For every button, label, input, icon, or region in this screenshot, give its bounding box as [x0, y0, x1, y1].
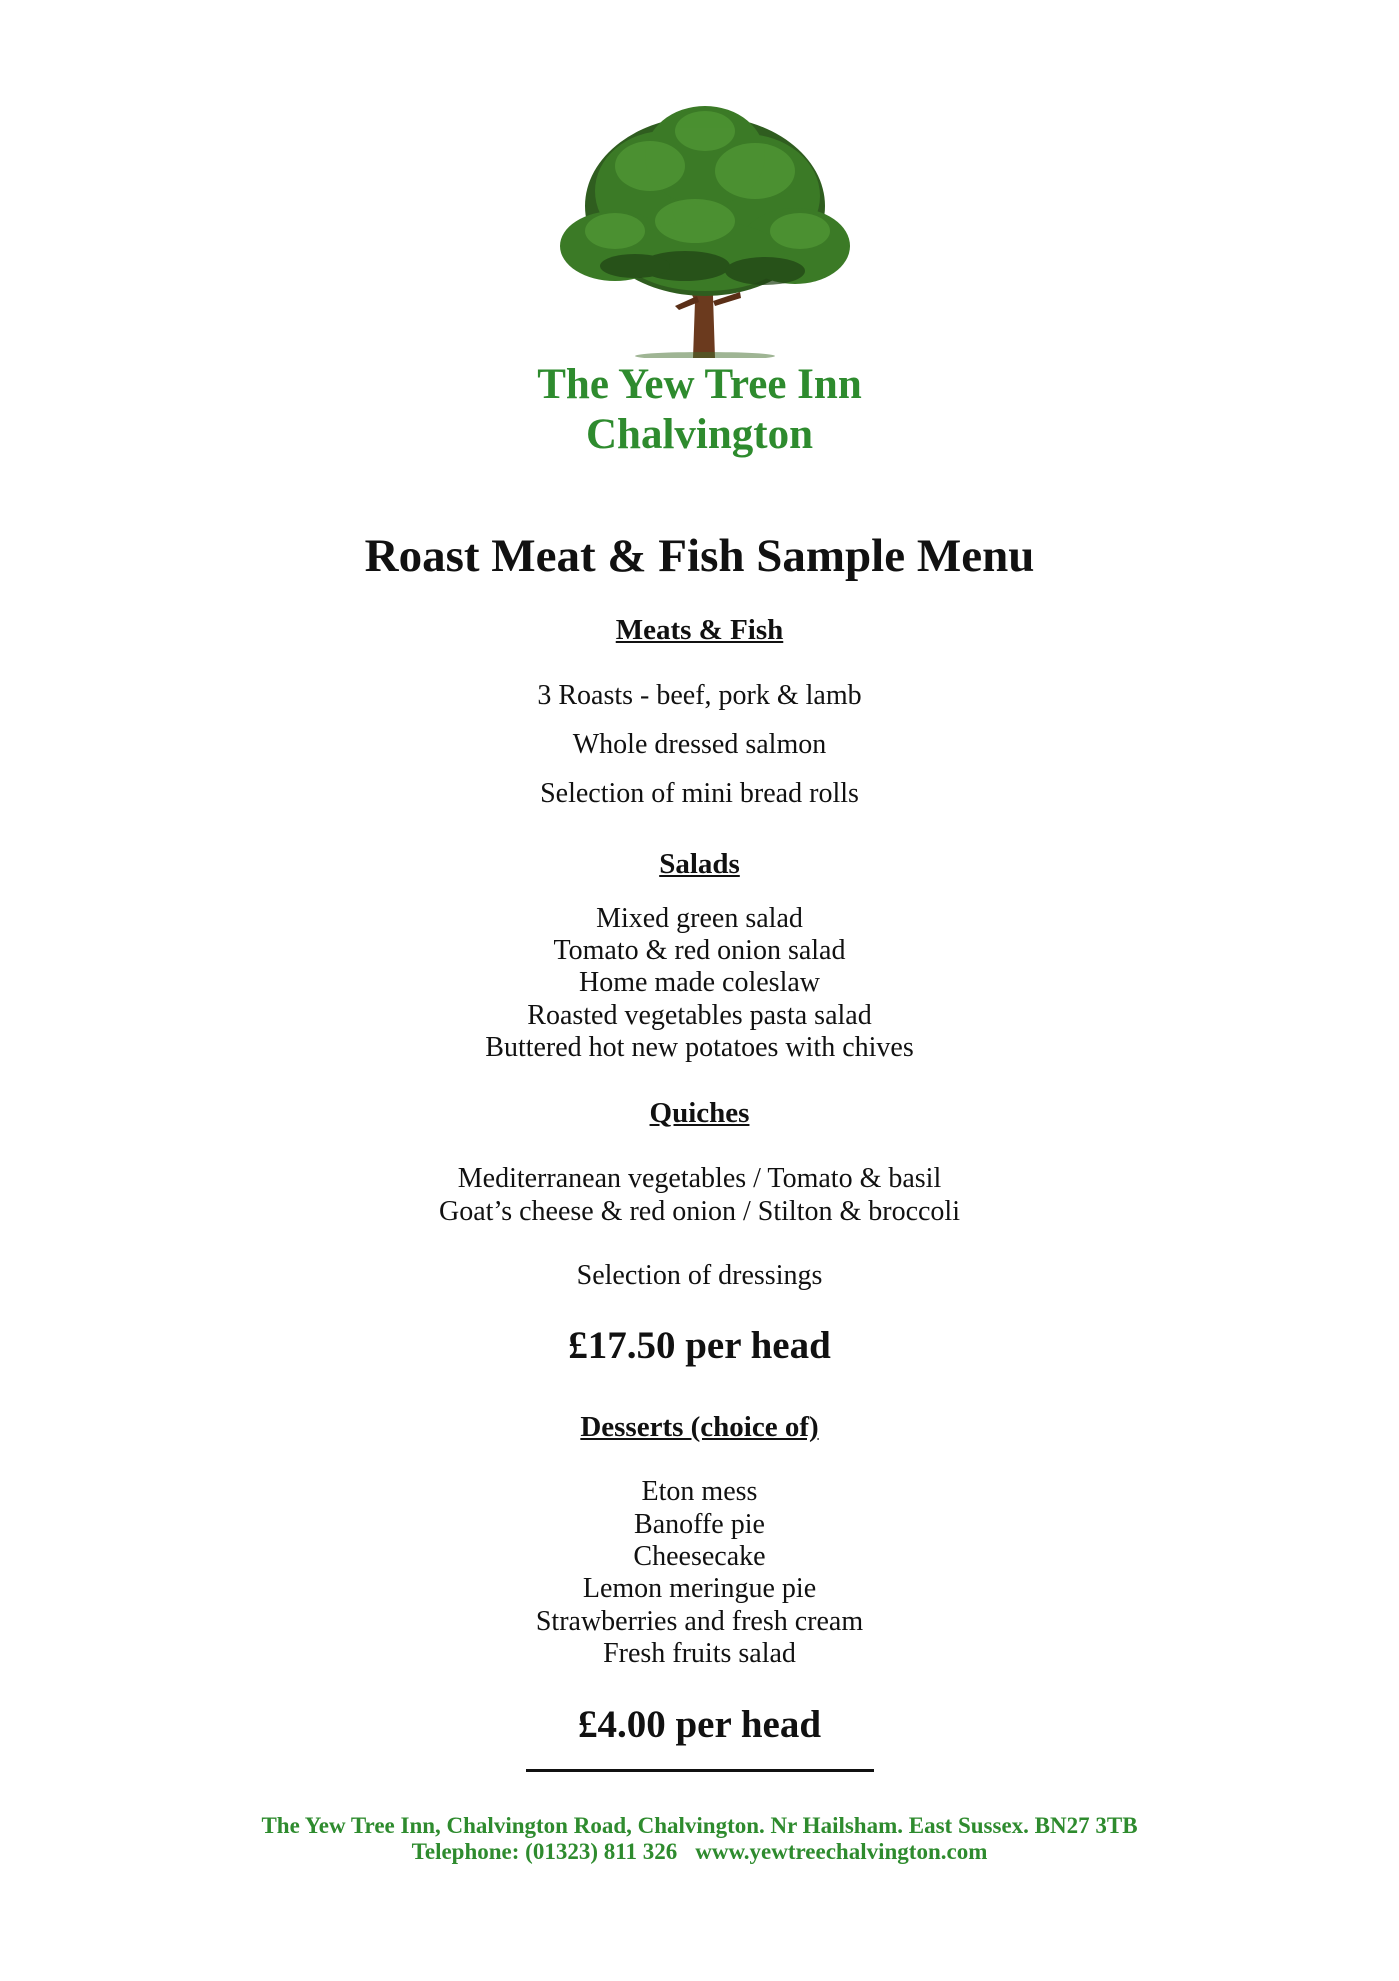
menu-item: Home made coleslaw: [578, 967, 821, 998]
dressings-note: Selection of dressings: [576, 1260, 823, 1291]
menu-item: Roasted vegetables pasta salad: [527, 1000, 872, 1031]
menu-item: Mixed green salad: [596, 903, 803, 934]
menu-item: Eton mess: [641, 1476, 758, 1507]
menu-item: Buttered hot new potatoes with chives: [485, 1032, 914, 1063]
menu-item: Goat’s cheese & red onion / Stilton & broccoli: [438, 1196, 960, 1227]
footer-telephone: Telephone: (01323) 811 326: [411, 1839, 678, 1864]
page-title: Roast Meat & Fish Sample Menu: [364, 530, 1035, 582]
menu-item: Banoffe pie: [634, 1509, 765, 1540]
section-heading-salads: Salads: [659, 848, 740, 880]
menu-item: Mediterranean vegetables / Tomato & basil: [457, 1163, 942, 1194]
village-name: Chalvington: [585, 411, 813, 458]
inn-name-block: [0, 360, 1399, 460]
section-heading-meats-fish: Meats & Fish: [615, 614, 784, 646]
menu-item: Cheesecake: [633, 1541, 766, 1572]
dessert-price: £4.00 per head: [577, 1703, 822, 1746]
divider: [526, 1769, 874, 1772]
footer-address: The Yew Tree Inn, Chalvington Road, Chalvington. Nr Hailsham. East Sussex. BN27 3TB: [261, 1813, 1138, 1838]
menu-item: Tomato & red onion salad: [553, 935, 846, 966]
menu-item: 3 Roasts - beef, pork & lamb: [537, 680, 862, 711]
menu-item: Whole dressed salmon: [572, 729, 827, 760]
menu-item: Fresh fruits salad: [603, 1638, 796, 1669]
main-price: £17.50 per head: [568, 1324, 831, 1367]
menu-item: Selection of mini bread rolls: [540, 778, 859, 809]
footer-contact: [0, 1838, 1399, 1865]
footer-website[interactable]: www.yewtreechalvington.com: [695, 1839, 988, 1864]
yew-tree-icon: [555, 96, 850, 358]
menu-item: Strawberries and fresh cream: [535, 1606, 864, 1637]
section-heading-quiches: Quiches: [649, 1097, 750, 1129]
section-heading-desserts: Desserts (choice of): [580, 1411, 819, 1443]
inn-name: The Yew Tree Inn: [537, 361, 862, 408]
menu-item: Lemon meringue pie: [582, 1573, 817, 1604]
